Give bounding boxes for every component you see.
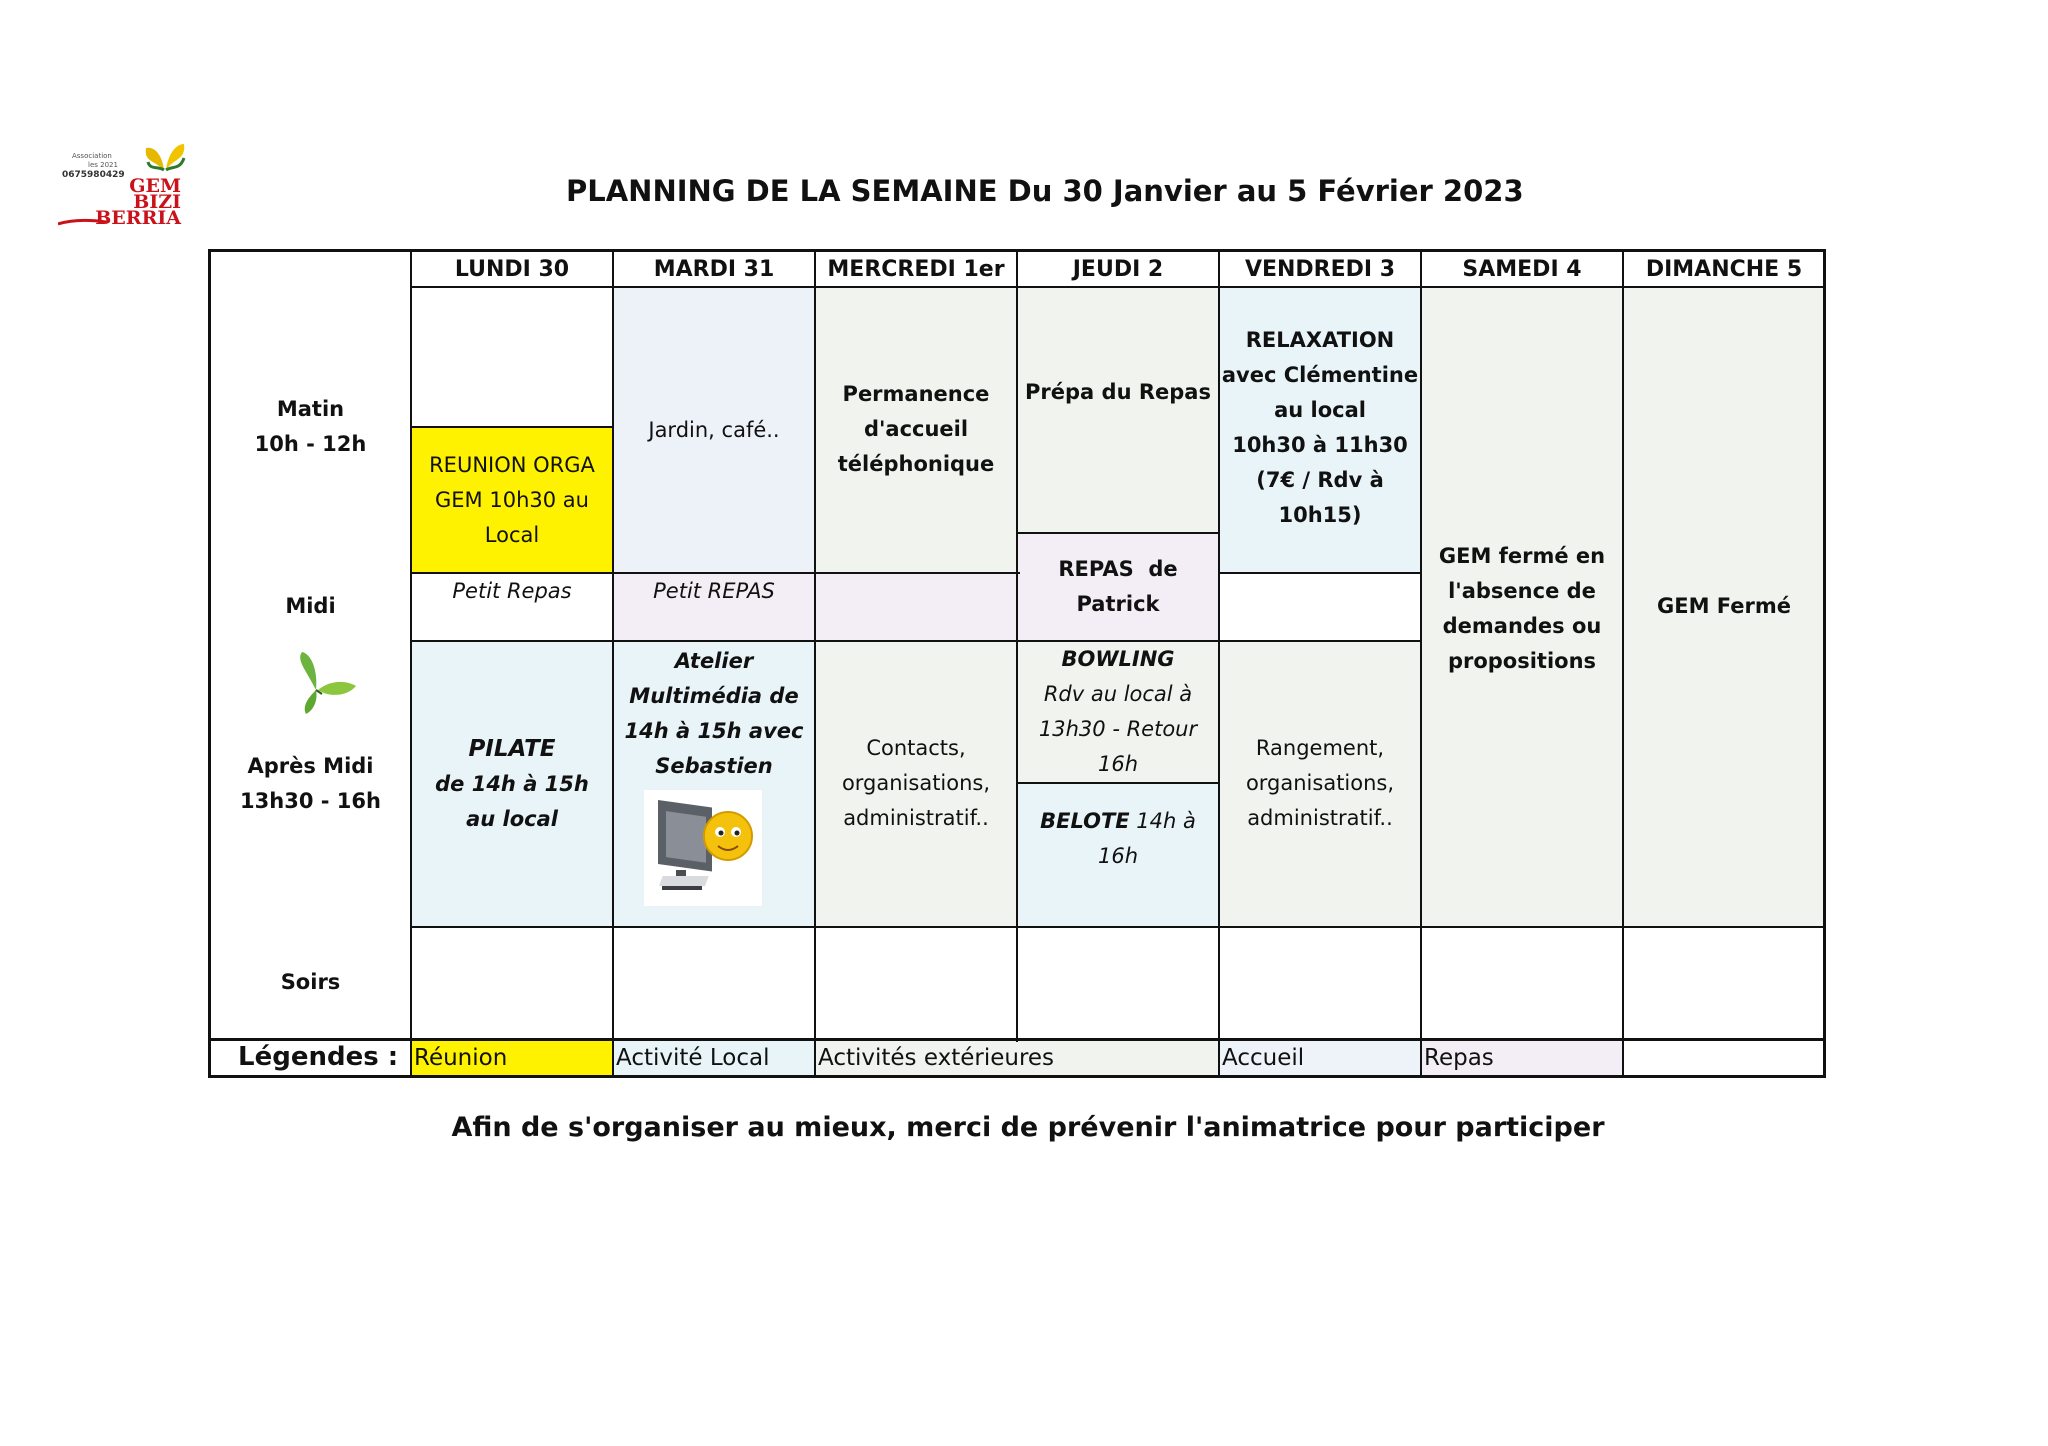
vendredi-matin-cell <box>1220 322 1420 534</box>
vendredi-pm-line3: administratif.. <box>1247 805 1393 830</box>
lundi-reunion-line2: GEM 10h30 au <box>435 487 589 512</box>
header-mercredi: MERCREDI 1er <box>827 256 1005 282</box>
mercredi-pm-cell <box>816 730 1016 836</box>
logo-name-line2: BIZI <box>133 191 181 213</box>
period-matin <box>211 372 410 482</box>
mardi-pm-line1: Atelier <box>674 649 754 673</box>
butterfly-icon <box>286 650 358 716</box>
lundi-pm-line3: au local <box>466 806 558 831</box>
logo-phone: 0675980429 <box>62 170 125 180</box>
vendredi-matin-line3: au local <box>1274 398 1366 422</box>
logo-sub-text: les 2021 <box>88 161 118 169</box>
vendredi-pm-line2: organisations, <box>1245 770 1395 795</box>
mardi-midi-cell: Petit REPAS <box>653 578 775 603</box>
jeudi-belote-line1 <box>1040 804 1196 839</box>
mercredi-matin-line2: d'accueil <box>863 416 969 441</box>
samedi-line3: demandes ou <box>1442 614 1602 638</box>
jeudi-bowling-line2: Rdv au local à <box>1043 682 1193 706</box>
lundi-pm-line1: PILATE <box>468 735 556 762</box>
jeudi-belote-name: BELOTE <box>1040 809 1130 833</box>
legend-exterieur: Activités extérieures <box>818 1045 1055 1071</box>
legend-local: Activité Local <box>616 1045 770 1071</box>
jeudi-matin-bg <box>1018 288 1218 532</box>
vendredi-matin-line5: (7€ / Rdv à <box>1256 468 1384 492</box>
jeudi-bowling-cell <box>1018 642 1218 782</box>
vendredi-matin-line1: RELAXATION <box>1245 328 1395 352</box>
mardi-pm-line3: 14h à 15h avec <box>624 719 804 743</box>
legend-label: Légendes : <box>238 1042 399 1072</box>
samedi-line4: propositions <box>1447 649 1597 673</box>
mercredi-matin-line1: Permanence <box>842 381 990 406</box>
vendredi-pm-cell <box>1220 730 1420 836</box>
jeudi-bowling-line4: 16h <box>1097 752 1139 776</box>
jeudi-repas-line2: Patrick <box>1076 592 1160 616</box>
jeudi-belote-line2: 16h <box>1097 844 1139 868</box>
mercredi-matin-cell <box>816 376 1016 482</box>
legend-repas: Repas <box>1424 1045 1494 1071</box>
header-mardi: MARDI 31 <box>653 256 775 282</box>
mercredi-midi-bg <box>816 574 1016 640</box>
mercredi-pm-line3: administratif.. <box>843 805 989 830</box>
vendredi-matin-line2: avec Clémentine <box>1221 363 1419 387</box>
computer-smiley-icon <box>644 790 762 906</box>
jeudi-matin-cell: Prépa du Repas <box>1025 379 1211 404</box>
logo-swoosh-icon <box>58 218 108 228</box>
header-jeudi: JEUDI 2 <box>1072 256 1164 282</box>
butterfly-logo-icon <box>140 136 190 174</box>
header-samedi: SAMEDI 4 <box>1462 256 1582 282</box>
samedi-line2: l'absence de <box>1448 579 1596 603</box>
header-dimanche: DIMANCHE 5 <box>1645 256 1803 282</box>
mercredi-pm-line2: organisations, <box>841 770 991 795</box>
samedi-line1: GEM fermé en <box>1438 544 1606 568</box>
vendredi-matin-line6: 10h15) <box>1278 503 1362 527</box>
lundi-pm-line2: de 14h à 15h <box>435 771 589 796</box>
lundi-midi-cell: Petit Repas <box>452 578 572 603</box>
jeudi-bowling-line1: BOWLING <box>1061 647 1175 671</box>
mardi-pm-cell <box>614 642 814 786</box>
period-midi: Midi <box>285 593 336 618</box>
page-title: PLANNING DE LA SEMAINE Du 30 Janvier au 5 Février 2023 <box>566 174 1524 208</box>
vendredi-pm-line1: Rangement, <box>1255 735 1385 760</box>
mercredi-matin-line3: téléphonique <box>837 451 995 476</box>
period-apres-midi-label: Après Midi <box>247 754 374 778</box>
jeudi-belote-cell <box>1018 784 1218 894</box>
logo-name-line1: GEM <box>129 175 181 197</box>
period-apres-midi <box>211 746 410 822</box>
legend-reunion: Réunion <box>414 1045 508 1071</box>
period-apres-midi-hours: 13h30 - 16h <box>240 789 381 813</box>
vendredi-matin-line4: 10h30 à 11h30 <box>1232 433 1408 457</box>
period-matin-hours: 10h - 12h <box>254 432 367 456</box>
mardi-pm-line4: Sebastien <box>655 754 773 778</box>
samedi-cell <box>1422 538 1622 680</box>
period-matin-label: Matin <box>276 397 345 421</box>
mardi-matin-cell: Jardin, café.. <box>648 417 780 442</box>
jeudi-repas-line1: REPAS de <box>1058 557 1178 581</box>
lundi-reunion-cell <box>412 428 612 572</box>
jeudi-bowling-line3: 13h30 - Retour <box>1038 717 1198 741</box>
header-vendredi: VENDREDI 3 <box>1244 256 1396 282</box>
period-soirs: Soirs <box>280 969 341 994</box>
lundi-reunion-line1: REUNION ORGA <box>429 452 595 477</box>
lundi-pm-cell <box>412 642 612 926</box>
lundi-reunion-line3: Local <box>484 522 540 547</box>
jeudi-repas-cell <box>1018 534 1218 640</box>
footer-note: Afin de s'organiser au mieux, merci de prévenir l'animatrice pour participer <box>451 1112 1605 1143</box>
mardi-pm-line2: Multimédia de <box>629 684 799 708</box>
dimanche-cell: GEM Fermé <box>1656 593 1791 618</box>
mercredi-pm-line1: Contacts, <box>866 735 966 760</box>
header-lundi: LUNDI 30 <box>454 256 570 282</box>
legend-accueil: Accueil <box>1222 1045 1305 1071</box>
jeudi-belote-time: 14h à <box>1129 809 1196 833</box>
logo-name-line3: BERRIA <box>95 207 181 229</box>
logo-top-text: Association <box>72 152 112 160</box>
